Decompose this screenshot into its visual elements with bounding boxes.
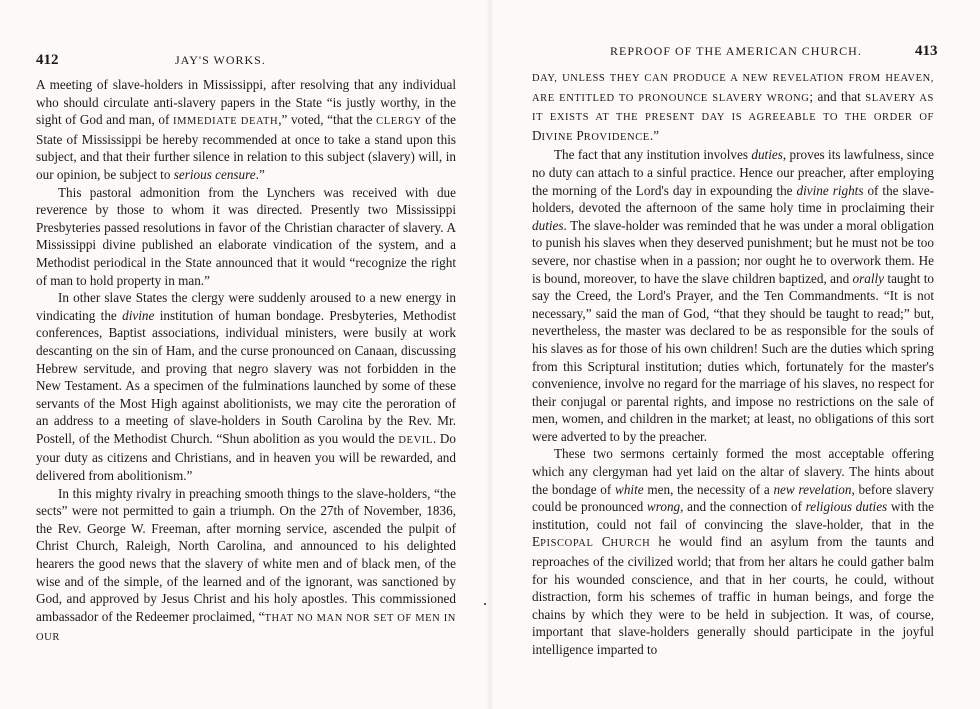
left-page-body [36,76,456,647]
right-running-head: REPROOF OF THE AMERICAN CHURCH. [610,44,862,58]
paragraph: These two sermons certainly formed the most acceptable offering which any clergyman had yet laid on the altar of slavery. The hints about the bondage of white men, the necessity of a new revelation, before slavery could be pronounced wrong, and the connection of religious duties with the institution, could not fail of convincing the slave-holder, that in the EPISCOPAL CHURCH he would find an asylum from the taunts and reproaches of the civilized world; that from her altars he could gather balm for his wounded conscience, and that in her courts, he could, without distraction, form his schemes of traffic in human beings, and forge the chains by which they were to be held in subjection. It was, of course, important that slave-holders generally should participate in the joyful intelligence imparted to [532,446,935,657]
left-page-number: 412 [36,52,59,68]
paragraph: The fact that any institution involves duties, proves its lawfulness, since no duty can attach to a sinful practice. Hence our preacher, after employing the morning of the Lord's day in expounding the divine rights of the slave-holders, devoted the afternoon of the same holy time in proclaiming their duties. The slave-holder was reminded that he was under a moral obligation to punish his slaves when they deserved punishment; but he must not be too severe, nor chastise when in a passion; nor ought he to overwork them. He is bound, moreover, to have the slave children baptized, and orally taught to say the Creed, the Lord's Prayer, and the Ten Commandments. “It is not necessary,” said the man of God, “that they should be taught to read;” but, nevertheless, the master was declared to be as responsible for the souls of his slaves as for those of his own children! Such are the duties which spring from this Scriptural institution; duties which, fortunately for the master's convenience, involve no regard for the marriage of his slaves, no respect for their conjugal or parental rights, and impose no restrictions on the sale of men, women, and children in the market; at least, no obligations of this sort were adverted to by the preacher. [532,147,934,444]
paragraph: DAY, UNLESS THEY CAN PRODUCE A NEW REVELATION FROM HEAVEN, ARE ENTITLED TO PRONOUNCE SLAVERY WRONG; and that SLAVERY AS IT EXISTS AT THE PRESENT DAY IS AGREEABLE TO THE ORDER OF DIVINE PROVIDENCE.” [532,73,934,143]
paragraph: In other slave States the clergy were suddenly aroused to a new energy in vindicating the divine institution of human bondage. Presbyteries, Methodist conferences, Baptist associations, individual ministers, were busily at work descanting on the sin of Ham, and the curse pronounced on Canaan, discussing Hebrew servitude, and proving that negro slavery was not forbidden in the New Testament. As a specimen of the fulminations launched by some of these servants of the Most High against abolitionists, we may cite the peroration of an address to a meeting of slave-holders in South Carolina by the Rev. Mr. Postell, of the Methodist Church. “Shun abolition as you would the DEVIL. Do your duty as citizens and Christians, and in heaven you will be rewarded, and delivered from abolitionism.” [36,290,457,484]
left-running-head: JAY'S WORKS. [175,53,266,67]
paragraph: This pastoral admonition from the Lynchers was received with due reverence by those to whom it was directed. Presently two Mississippi Presbyteries passed resolutions in favor of the Christian character of slavery. A Mississippi divine published an elaborate vindication of the system, and a Methodist periodical in the State announced that it would “recognize the right of man to hold property in man.” [36,184,456,288]
paragraph: A meeting of slave-holders in Mississippi, after resolving that any individual who should circulate anti-slavery papers in the State “is justly worthy, in the sight of God and man, of IMMEDIATE DEATH,” voted, “that the CLERGY of the State of Mississippi be hereby recommended at once to take a stand upon this subject, and that their further silence in relation to this subject (slavery) will, in our opinion, be subject to serious censure.” [36,77,456,182]
right-page-body [532,68,934,659]
right-page [490,0,980,709]
right-page-number: 413 [915,43,938,59]
page-speck [484,603,486,605]
paragraph: In this mighty rivalry in preaching smooth things to the slave-holders, “the sects” were not permitted to gain a triumph. On the 27th of November, 1836, the Rev. George W. Freeman, after morning service, ascended the pulpit of Christ Church, Raleigh, North Carolina, and announced to his delighted hearers the good news that the slavery of white men and of black men, of the wise and of the simple, of the learned and of the ignorant, was sanctioned by God, and approved by Jesus Christ and his holy apostles. This commissioned ambassador of the Redeemer proclaimed, “THAT NO MAN NOR SET OF MEN IN OUR [36,485,456,644]
